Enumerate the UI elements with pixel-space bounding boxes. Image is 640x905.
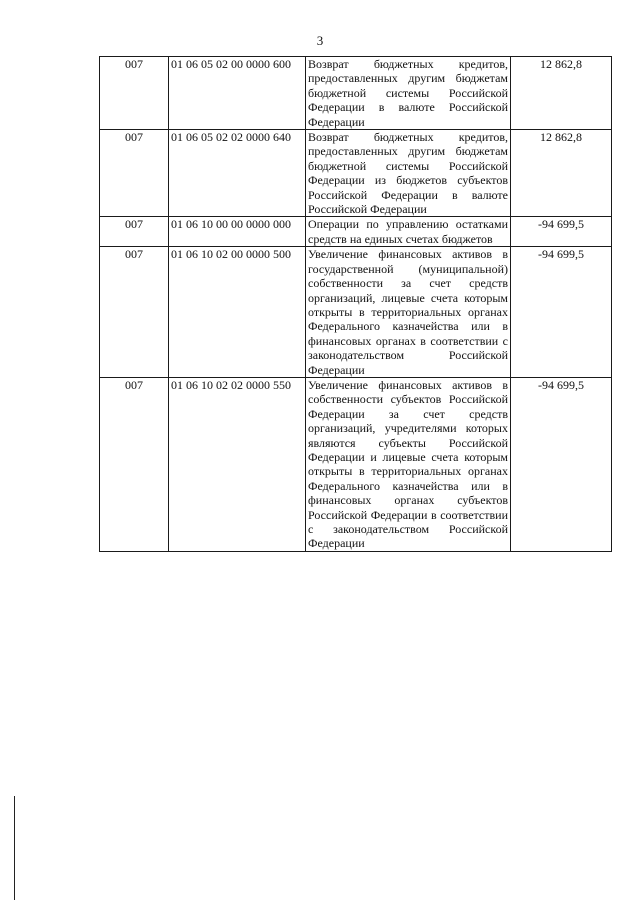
amount-cell: 12 862,8 <box>511 130 612 217</box>
source-name-cell: Операции по управлению остатками средств на единых счетах бюджетов <box>306 217 511 247</box>
scan-edge-line <box>14 796 15 900</box>
source-name-cell: Увеличение финансовых активов в государственной (муниципальной) собственности за счет средств организаций, лицевые счета которым открыты в территориальных органах Федерального казначейства или в финансовых органах в соответствии с законодательством Российской Федерации <box>306 247 511 378</box>
kbk-code-cell: 01 06 05 02 00 0000 600 <box>169 57 306 130</box>
admin-code-cell: 007 <box>100 217 169 247</box>
table-row <box>100 217 612 247</box>
kbk-code-cell: 01 06 10 00 00 0000 000 <box>169 217 306 247</box>
kbk-code-cell: 01 06 10 02 00 0000 500 <box>169 247 306 378</box>
admin-code-cell: 007 <box>100 57 169 130</box>
kbk-code-cell: 01 06 05 02 02 0000 640 <box>169 130 306 217</box>
kbk-code-cell: 01 06 10 02 02 0000 550 <box>169 377 306 551</box>
amount-cell: 12 862,8 <box>511 57 612 130</box>
source-name-cell: Увеличение финансовых активов в собственности субъектов Российской Федерации за счет средств организаций, учредителями которых являются субъекты Российской Федерации и лицевые счета которым открыты в территориальных органах Федерального казначейства или в финансовых органах субъектов Российской Федерации в соответствии с законодательством Российской Федерации <box>306 377 511 551</box>
admin-code-cell: 007 <box>100 247 169 378</box>
table-row <box>100 57 612 130</box>
source-name-cell: Возврат бюджетных кредитов, предоставленных другим бюджетам бюджетной системы Российской Федерации из бюджетов субъектов Российской Федерации в валюте Российской Федерации <box>306 130 511 217</box>
budget-sources-table <box>99 56 612 552</box>
admin-code-cell: 007 <box>100 130 169 217</box>
amount-cell: -94 699,5 <box>511 247 612 378</box>
page-number: 3 <box>316 33 324 48</box>
amount-cell: -94 699,5 <box>511 217 612 247</box>
table-row <box>100 130 612 217</box>
table-row <box>100 247 612 378</box>
amount-cell: -94 699,5 <box>511 377 612 551</box>
source-name-cell: Возврат бюджетных кредитов, предоставленных другим бюджетам бюджетной системы Российской Федерации в валюте Российской Федерации <box>306 57 511 130</box>
admin-code-cell: 007 <box>100 377 169 551</box>
table-row <box>100 377 612 551</box>
